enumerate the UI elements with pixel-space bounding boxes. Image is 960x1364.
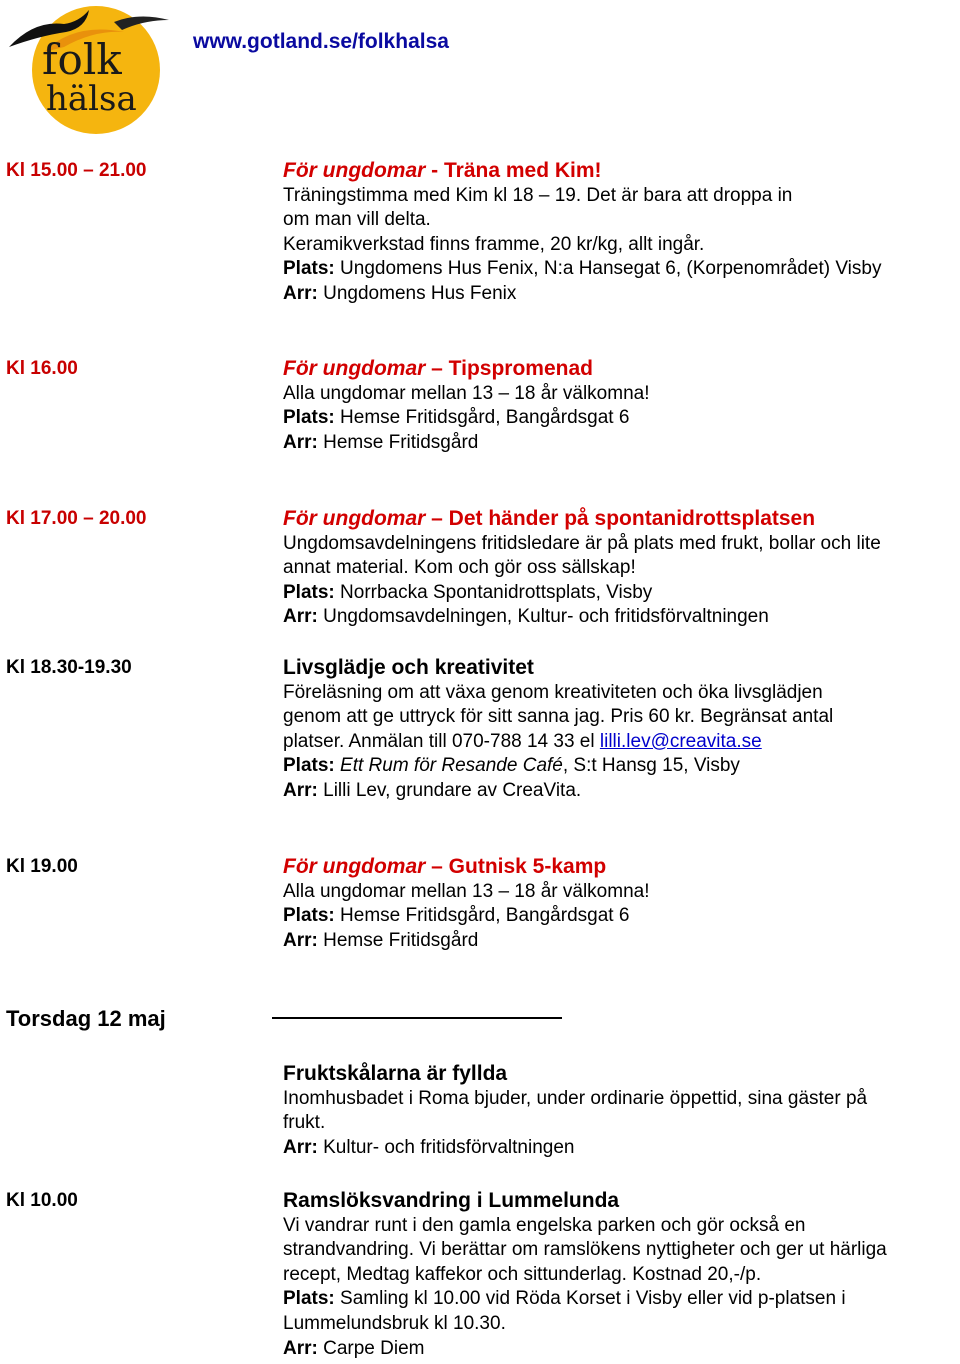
folkhalsa-logo xyxy=(4,2,174,136)
plats-label: Plats: xyxy=(283,1288,335,1310)
event-block xyxy=(283,656,958,804)
plats-label: Plats: xyxy=(283,258,335,280)
event-line: Ungdomsavdelningens fritidsledare är på plats med frukt, bollar och lite xyxy=(283,532,881,554)
event-audience: För ungdomar xyxy=(283,159,426,182)
arr-value: Ungdomsavdelningen, Kultur- och fritidsförvaltningen xyxy=(317,606,769,628)
event-line: Alla ungdomar mellan 13 – 18 år välkomna! xyxy=(283,880,650,902)
event-block xyxy=(283,357,958,455)
event-title: – Gutnisk 5-kamp xyxy=(425,855,607,878)
plats-label: Plats: xyxy=(283,407,335,429)
event-block xyxy=(283,1062,958,1160)
email-link[interactable]: lilli.lev@creavita.se xyxy=(599,730,762,752)
plats-value: Hemse Fritidsgård, Bangårdsgat 6 xyxy=(334,407,630,429)
plats-value: Hemse Fritidsgård, Bangårdsgat 6 xyxy=(334,905,630,927)
event-line: genom att ge uttryck för sitt sanna jag. Pris 60 kr. Begränsat antal xyxy=(283,706,834,728)
event-audience: För ungdomar xyxy=(283,855,426,878)
arr-value: Ungdomens Hus Fenix xyxy=(317,282,517,304)
day-heading: Torsdag 12 maj xyxy=(6,1006,166,1031)
arr-label: Arr: xyxy=(283,779,318,801)
plats-label: Plats: xyxy=(283,581,335,603)
event-line: recept, Medtag kaffekor och sittunderlag. Kostnad 20,-/p. xyxy=(283,1263,762,1285)
svg-text:hälsa: hälsa xyxy=(46,79,137,119)
arr-label: Arr: xyxy=(283,431,318,453)
event-block xyxy=(283,507,958,630)
arr-label: Arr: xyxy=(283,1337,318,1359)
plats-value: , S:t Hansg 15, Visby xyxy=(562,755,740,777)
event-title: – Det händer på spontanidrottsplatsen xyxy=(425,507,816,530)
site-url[interactable]: www.gotland.se/folkhalsa xyxy=(193,30,449,53)
event-time: Kl 16.00 xyxy=(6,358,78,379)
plats-value-cont: Lummelundsbruk kl 10.30. xyxy=(283,1312,506,1334)
event-line: strandvandring. Vi berättar om ramslökens nyttigheter och ger ut härliga xyxy=(283,1239,887,1261)
event-time: Kl 10.00 xyxy=(6,1190,78,1211)
event-line: Vi vandrar runt i den gamla engelska parken och gör också en xyxy=(283,1214,806,1236)
event-title: Ramslöksvandring i Lummelunda xyxy=(283,1189,620,1212)
event-time: Kl 19.00 xyxy=(6,856,78,877)
plats-value: Norrbacka Spontanidrottsplats, Visby xyxy=(334,581,653,603)
arr-value: Kultur- och fritidsförvaltningen xyxy=(317,1136,575,1158)
event-time: Kl 18.30-19.30 xyxy=(6,657,132,678)
plats-label: Plats: xyxy=(283,755,335,777)
event-title: Livsglädje och kreativitet xyxy=(283,656,534,679)
arr-label: Arr: xyxy=(283,929,318,951)
plats-value: Ungdomens Hus Fenix, N:a Hansegat 6, (Korpenområdet) Visby xyxy=(334,258,882,280)
event-line: om man vill delta. xyxy=(283,209,431,231)
event-title: – Tipspromenad xyxy=(425,357,593,380)
event-line: annat material. Kom och gör oss sällskap! xyxy=(283,557,636,579)
event-line: Inomhusbadet i Roma bjuder, under ordinarie öppettid, sina gäster på xyxy=(283,1087,868,1109)
event-line: Träningstimma med Kim kl 18 – 19. Det är bara att droppa in xyxy=(283,184,793,206)
plats-venue: Ett Rum för Resande Café xyxy=(334,755,563,777)
event-block xyxy=(283,1189,958,1361)
event-audience: För ungdomar xyxy=(283,357,426,380)
plats-label: Plats: xyxy=(283,905,335,927)
arr-label: Arr: xyxy=(283,282,318,304)
event-line: platser. Anmälan till 070-788 14 33 el xyxy=(283,730,600,752)
event-block xyxy=(283,159,958,307)
arr-label: Arr: xyxy=(283,1136,318,1158)
event-block xyxy=(283,855,958,953)
arr-value: Lilli Lev, grundare av CreaVita. xyxy=(317,779,582,801)
arr-value: Hemse Fritidsgård xyxy=(317,431,479,453)
event-line: Föreläsning om att växa genom kreativiteten och öka livsglädjen xyxy=(283,681,823,703)
arr-value: Hemse Fritidsgård xyxy=(317,929,479,951)
divider xyxy=(272,1017,562,1019)
event-title: Fruktskålarna är fyllda xyxy=(283,1062,508,1085)
event-line: frukt. xyxy=(283,1112,326,1134)
event-title: - Träna med Kim! xyxy=(425,159,602,182)
plats-value: Samling kl 10.00 vid Röda Korset i Visby eller vid p-platsen i xyxy=(334,1288,846,1310)
event-line: Alla ungdomar mellan 13 – 18 år välkomna! xyxy=(283,382,650,404)
event-time: Kl 17.00 – 20.00 xyxy=(6,508,147,529)
arr-label: Arr: xyxy=(283,606,318,628)
arr-value: Carpe Diem xyxy=(317,1337,425,1359)
svg-text:folk: folk xyxy=(42,35,122,84)
event-line: Keramikverkstad finns framme, 20 kr/kg, allt ingår. xyxy=(283,233,705,255)
event-audience: För ungdomar xyxy=(283,507,426,530)
event-time: Kl 15.00 – 21.00 xyxy=(6,160,147,181)
